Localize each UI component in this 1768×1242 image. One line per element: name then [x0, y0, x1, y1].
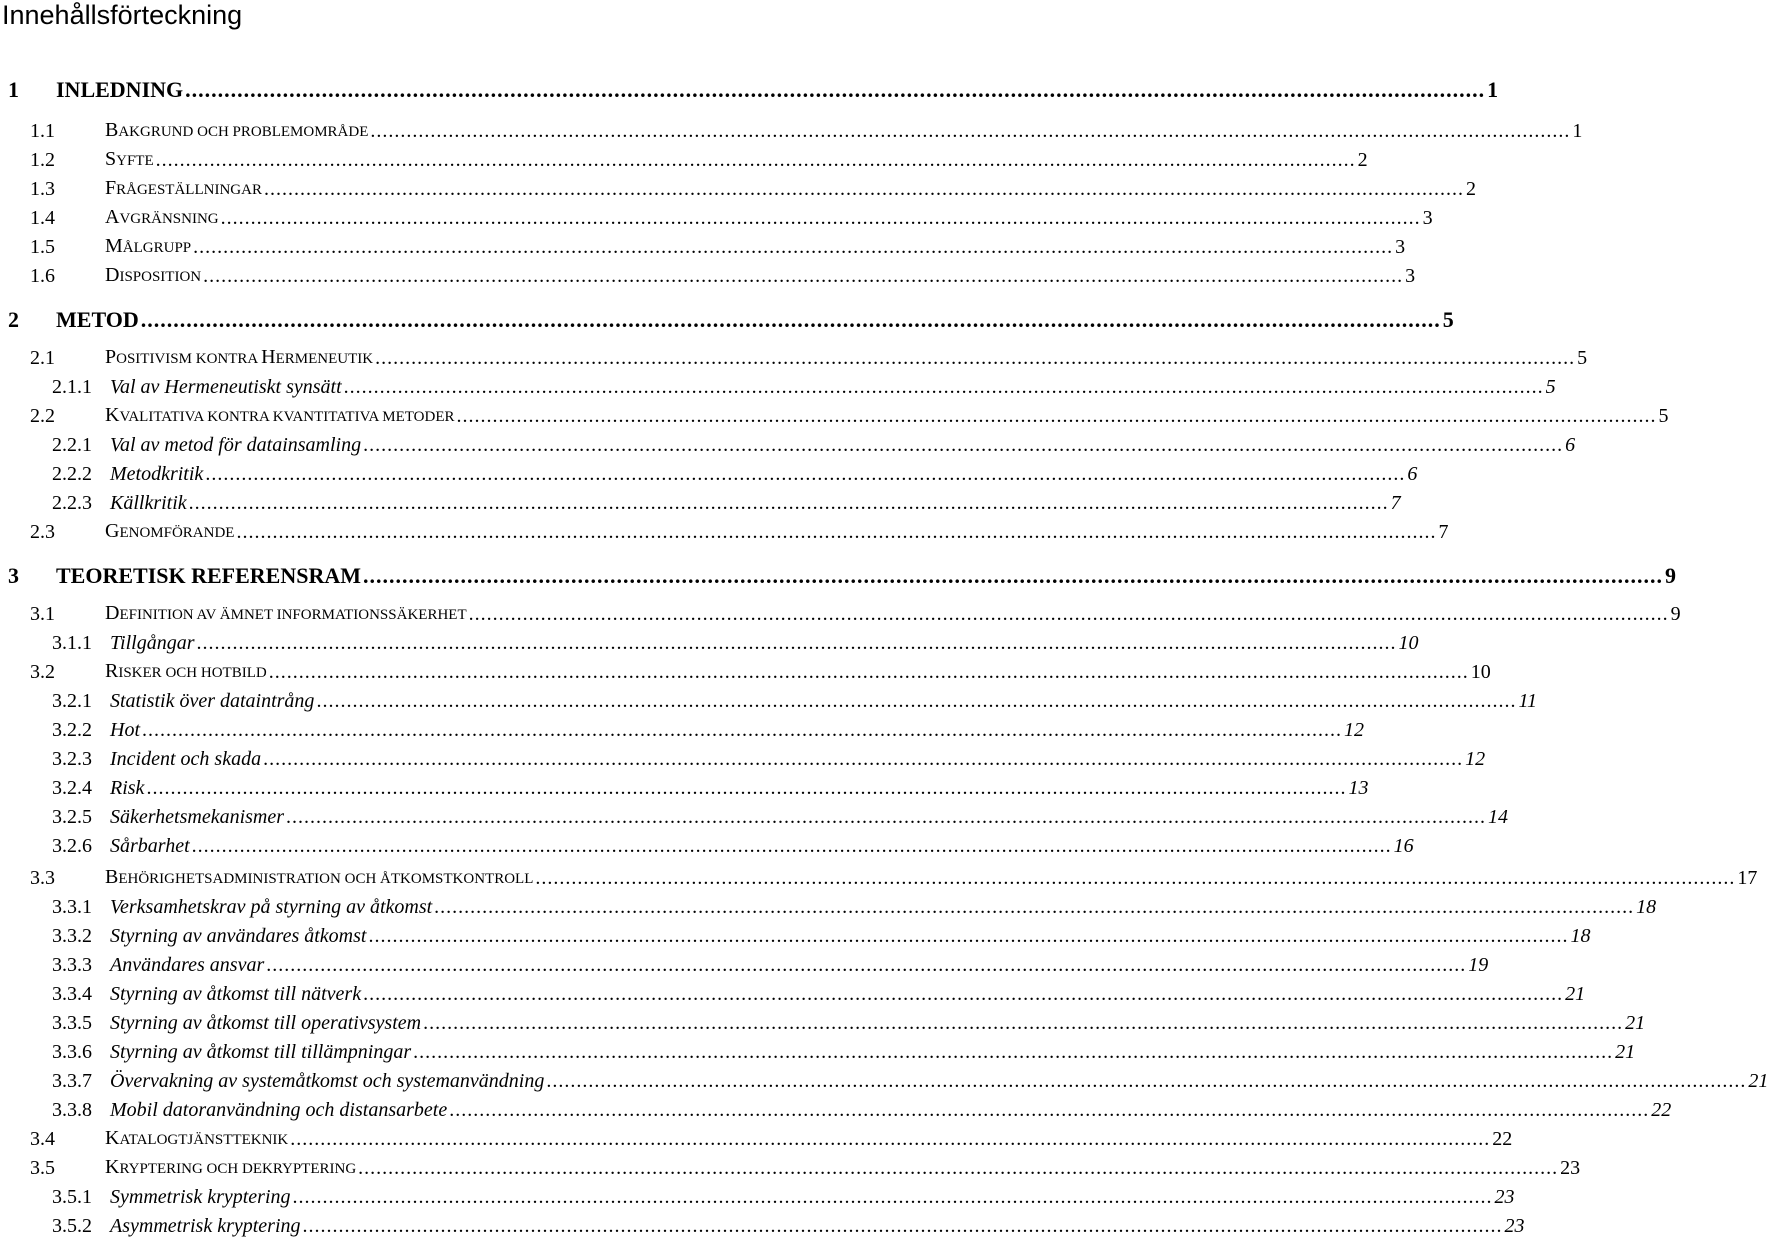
- toc-leader-dots: ........................................................................................................................................................................................................: [236, 521, 1437, 543]
- toc-entry-title: Symmetrisk kryptering: [110, 1182, 293, 1212]
- toc-entry-title: Styrning av åtkomst till nätverk: [110, 979, 363, 1009]
- toc-entry-page: 21: [1565, 983, 1586, 1005]
- toc-entry-page: 12: [1465, 748, 1486, 770]
- toc-leader-dots: ........................................................................................................................................................................................................: [146, 777, 1347, 799]
- toc-entry-number: 3.2: [30, 661, 55, 683]
- toc-entry-title: Metodkritik: [110, 459, 205, 489]
- toc-entry-page: 18: [1570, 925, 1591, 947]
- toc-entry-number: 2: [8, 307, 19, 332]
- toc-entry-title: Användares ansvar: [110, 950, 266, 980]
- toc-entry-title: SYFTE: [105, 144, 156, 176]
- toc-entry-title: GENOMFÖRANDE: [105, 516, 236, 548]
- toc-entry[interactable]: [0, 232, 1406, 262]
- toc-entry-page: 13: [1348, 777, 1369, 799]
- toc-entry[interactable]: [0, 628, 1419, 658]
- toc-entry-number: 3.3.2: [52, 925, 92, 947]
- toc-entry-number: 3.3.7: [52, 1070, 92, 1092]
- toc-entry-number: 3.3.4: [52, 983, 92, 1005]
- toc-leader-dots: ........................................................................................................................................................................................................: [266, 954, 1467, 976]
- toc-entry-page: 9: [1670, 603, 1681, 625]
- toc-entry-page: 3: [1405, 265, 1416, 287]
- toc-entry[interactable]: [0, 921, 1591, 951]
- toc-entry-number: 1.5: [30, 236, 55, 258]
- toc-entry[interactable]: [0, 831, 1414, 861]
- toc-entry[interactable]: [0, 599, 1681, 629]
- toc-entry-title: DEFINITION AV ÄMNET INFORMATIONSSÄKERHET: [105, 598, 469, 630]
- toc-entry[interactable]: [0, 1066, 1768, 1096]
- toc-entry[interactable]: [0, 657, 1491, 687]
- toc-entry[interactable]: [0, 744, 1486, 774]
- toc-leader-dots: ........................................................................................................................................................................................................: [292, 1186, 1493, 1208]
- toc-leader-dots: ........................................................................................................................................................................................................: [423, 1012, 1624, 1034]
- toc-entry-page: 14: [1488, 806, 1509, 828]
- toc-leader-dots: ........................................................................................................................................................................................................: [193, 236, 1394, 258]
- toc-entry-page: 3: [1395, 236, 1406, 258]
- toc-entry-number: 3.3: [30, 867, 55, 889]
- toc-entry-number: 2.1.1: [52, 376, 92, 398]
- toc-leader-dots: ........................................................................................................................................................................................................: [363, 434, 1564, 456]
- toc-leader-dots: ........................................................................................................................................................................................................: [535, 867, 1736, 889]
- toc-entry-title: Övervakning av systemåtkomst och systemanvändning: [110, 1066, 546, 1096]
- page-title: Innehållsförteckning: [2, 0, 243, 30]
- toc-entry-title: TEORETISK REFERENSRAM: [56, 561, 363, 591]
- toc-entry-page: 7: [1390, 492, 1401, 514]
- toc-leader-dots: ........................................................................................................................................................................................................: [155, 149, 1356, 171]
- toc-entry-page: 16: [1393, 835, 1414, 857]
- toc-entry-title: Val av metod för datainsamling: [110, 430, 363, 460]
- toc-entry[interactable]: [0, 488, 1401, 518]
- toc-leader-dots: ........................................................................................................................................................................................................: [220, 207, 1421, 229]
- toc-entry-title: Verksamhetskrav på styrning av åtkomst: [110, 892, 434, 922]
- toc-entry-title: POSITIVISM KONTRA HERMENEUTIK: [105, 342, 375, 374]
- toc-entry-page: 6: [1565, 434, 1576, 456]
- toc-leader-dots: ........................................................................................................................................................................................................: [188, 492, 1389, 514]
- toc-entry-title: MÅLGRUPP: [105, 231, 193, 263]
- toc-entry-number: 3: [8, 563, 19, 588]
- toc-entry-title: Styrning av åtkomst till tillämpningar: [110, 1037, 413, 1067]
- toc-entry-number: 2.2: [30, 405, 55, 427]
- toc-leader-dots: ........................................................................................................................................................................................................: [191, 835, 1392, 857]
- toc-entry-number: 3.1.1: [52, 632, 92, 654]
- toc-entry[interactable]: [0, 1037, 1636, 1067]
- toc-leader-dots: ........................................................................................................................................................................................................: [358, 1157, 1559, 1179]
- toc-leader-dots: ........................................................................................................................................................................................................: [286, 806, 1487, 828]
- toc-entry-number: 3.3.6: [52, 1041, 92, 1063]
- toc-entry-number: 1.1: [30, 120, 55, 142]
- toc-entry[interactable]: [0, 203, 1433, 233]
- toc-entry-number: 3.2.6: [52, 835, 92, 857]
- toc-entry[interactable]: [0, 459, 1418, 489]
- toc-entry-page: 17: [1737, 867, 1758, 889]
- toc-entry[interactable]: [0, 561, 1677, 591]
- toc-entry-page: 2: [1465, 178, 1476, 200]
- toc-leader-dots: ........................................................................................................................................................................................................: [434, 896, 1635, 918]
- toc-entry[interactable]: [0, 686, 1537, 716]
- toc-entry-page: 21: [1625, 1012, 1646, 1034]
- toc-entry[interactable]: [0, 305, 1454, 335]
- toc-entry[interactable]: [0, 715, 1364, 745]
- toc-entry[interactable]: [0, 773, 1369, 803]
- toc-entry-title: DISPOSITION: [105, 260, 203, 292]
- toc-entry-title: Incident och skada: [110, 744, 263, 774]
- toc-leader-dots: ........................................................................................................................................................................................................: [413, 1041, 1614, 1063]
- toc-entry-number: 3.5: [30, 1157, 55, 1179]
- toc-entry-number: 3.1: [30, 603, 55, 625]
- toc-entry-title: Styrning av användares åtkomst: [110, 921, 368, 951]
- toc-entry[interactable]: [0, 1124, 1513, 1154]
- toc-entry-number: 3.3.8: [52, 1099, 92, 1121]
- toc-leader-dots: ........................................................................................................................................................................................................: [263, 178, 1464, 200]
- toc-entry-number: 3.3.5: [52, 1012, 92, 1034]
- toc-entry-title: Mobil datoranvändning och distansarbete: [110, 1095, 449, 1125]
- toc-entry[interactable]: [0, 401, 1669, 431]
- toc-entry-title: Val av Hermeneutiskt synsätt: [110, 372, 344, 402]
- toc-leader-dots: ........................................................................................................................................................................................................: [302, 1215, 1503, 1237]
- toc-entry[interactable]: [0, 950, 1489, 980]
- toc-entry-title: Risk: [110, 773, 146, 803]
- toc-entry[interactable]: [0, 1182, 1515, 1212]
- toc-entry-title: Tillgångar: [110, 628, 196, 658]
- toc-entry-number: 2.1: [30, 347, 55, 369]
- toc-entry-page: 1: [1487, 77, 1499, 102]
- toc-entry-page: 21: [1615, 1041, 1636, 1063]
- toc-entry-title: BAKGRUND OCH PROBLEMOMRÅDE: [105, 115, 370, 147]
- toc-entry[interactable]: [0, 145, 1368, 175]
- toc-entry-title: KVALITATIVA KONTRA KVANTITATIVA METODER: [105, 400, 456, 432]
- toc-entry[interactable]: [0, 979, 1586, 1009]
- toc-entry-number: 3.4: [30, 1128, 55, 1150]
- toc-leader-dots: ........................................................................................................................................................................................................: [546, 1070, 1747, 1092]
- toc-entry[interactable]: [0, 261, 1416, 291]
- toc-entry-number: 1.6: [30, 265, 55, 287]
- toc-leader-dots: ........................................................................................................................................................................................................: [203, 265, 1404, 287]
- toc-entry-page: 23: [1504, 1215, 1525, 1237]
- toc-entry-page: 23: [1560, 1157, 1581, 1179]
- toc-leader-dots: ........................................................................................................................................................................................................: [268, 661, 1469, 683]
- toc-entry[interactable]: [0, 430, 1576, 460]
- toc-entry-title: RISKER OCH HOTBILD: [105, 656, 269, 688]
- toc-entry-number: 2.3: [30, 521, 55, 543]
- toc-entry-number: 2.2.1: [52, 434, 92, 456]
- toc-entry-number: 1.4: [30, 207, 55, 229]
- toc-entry[interactable]: [0, 343, 1588, 373]
- toc-entry-page: 10: [1470, 661, 1491, 683]
- toc-leader-dots: ........................................................................................................................................................................................................: [363, 983, 1564, 1005]
- toc-entry-title: INLEDNING: [56, 75, 185, 105]
- toc-entry[interactable]: [0, 892, 1657, 922]
- toc-entry-number: 3.2.1: [52, 690, 92, 712]
- toc-entry-number: 3.2.5: [52, 806, 92, 828]
- toc-entry-page: 5: [1545, 376, 1556, 398]
- toc-entry-title: AVGRÄNSNING: [105, 202, 221, 234]
- toc-entry-page: 9: [1665, 563, 1677, 588]
- toc-entry-page: 12: [1344, 719, 1364, 741]
- toc-leader-dots: ........................................................................................................................................................................................................: [368, 925, 1569, 947]
- toc-entry-number: 2.2.2: [52, 463, 92, 485]
- toc-entry-number: 3.2.3: [52, 748, 92, 770]
- toc-entry-page: 11: [1518, 690, 1537, 712]
- toc-entry-title: BEHÖRIGHETSADMINISTRATION OCH ÅTKOMSTKONTROLL: [105, 862, 535, 894]
- toc-entry-title: Hot: [110, 715, 142, 745]
- toc-entry-number: 2.2.3: [52, 492, 92, 514]
- toc-entry-number: 1.3: [30, 178, 55, 200]
- toc-entry-title: FRÅGESTÄLLNINGAR: [105, 173, 264, 205]
- toc-entry[interactable]: [0, 75, 1499, 105]
- toc-entry-number: 3.3.1: [52, 896, 92, 918]
- toc-entry-page: 5: [1658, 405, 1669, 427]
- toc-entry-page: 22: [1651, 1099, 1672, 1121]
- toc-entry-page: 18: [1636, 896, 1657, 918]
- toc-entry-title: Styrning av åtkomst till operativsystem: [110, 1008, 423, 1038]
- toc-entry-page: 1: [1572, 120, 1583, 142]
- toc-entry-page: 5: [1577, 347, 1588, 369]
- toc-entry-number: 3.5.1: [52, 1186, 92, 1208]
- toc-entry-title: Källkritik: [110, 488, 189, 518]
- toc-entry[interactable]: [0, 863, 1758, 893]
- toc-entry-page: 6: [1407, 463, 1418, 485]
- toc-leader-dots: ........................................................................................................................................................................................................: [140, 307, 1441, 332]
- toc-entry-page: 22: [1492, 1128, 1513, 1150]
- toc-entry-number: 1: [8, 77, 19, 102]
- toc-entry-page: 21: [1748, 1070, 1768, 1092]
- toc-leader-dots: ........................................................................................................................................................................................................: [263, 748, 1464, 770]
- toc-entry[interactable]: [0, 1008, 1646, 1038]
- toc-leader-dots: ........................................................................................................................................................................................................: [363, 563, 1664, 588]
- toc-entry-number: 3.2.4: [52, 777, 92, 799]
- toc-entry[interactable]: [0, 1095, 1672, 1125]
- toc-entry[interactable]: [0, 372, 1556, 402]
- toc-entry-page: 23: [1494, 1186, 1515, 1208]
- toc-entry-title: Sårbarhet: [110, 831, 192, 861]
- toc-entry[interactable]: [0, 174, 1476, 204]
- toc-entry-page: 5: [1442, 307, 1454, 332]
- toc-entry-number: 3.3.3: [52, 954, 92, 976]
- toc-leader-dots: ........................................................................................................................................................................................................: [456, 405, 1657, 427]
- toc-entry-page: 3: [1422, 207, 1433, 229]
- toc-entry-number: 3.5.2: [52, 1215, 92, 1237]
- toc-entry-title: KATALOGTJÄNSTTEKNIK: [105, 1123, 290, 1155]
- toc-leader-dots: ........................................................................................................................................................................................................: [370, 120, 1571, 142]
- toc-entry[interactable]: [0, 517, 1449, 547]
- toc-leader-dots: ........................................................................................................................................................................................................: [290, 1128, 1491, 1150]
- toc-entry-title: KRYPTERING OCH DEKRYPTERING: [105, 1152, 358, 1184]
- toc-entry[interactable]: [0, 1211, 1525, 1241]
- toc-entry-page: 7: [1438, 521, 1449, 543]
- toc-leader-dots: ........................................................................................................................................................................................................: [343, 376, 1544, 398]
- toc-entry-number: 3.2.2: [52, 719, 92, 741]
- toc-entry-page: 10: [1398, 632, 1419, 654]
- toc-entry-title: Säkerhetsmekanismer: [110, 802, 286, 832]
- toc-leader-dots: ........................................................................................................................................................................................................: [196, 632, 1397, 654]
- toc-entry-number: 1.2: [30, 149, 55, 171]
- toc-entry-title: Asymmetrisk kryptering: [110, 1211, 303, 1241]
- toc-leader-dots: ........................................................................................................................................................................................................: [185, 77, 1486, 102]
- toc-leader-dots: ........................................................................................................................................................................................................: [205, 463, 1406, 485]
- toc-entry-title: METOD: [56, 305, 141, 335]
- toc-entry-page: 2: [1357, 149, 1368, 171]
- toc-entry-page: 19: [1468, 954, 1489, 976]
- toc-entry[interactable]: [0, 116, 1583, 146]
- toc-entry[interactable]: [0, 1153, 1581, 1183]
- toc-leader-dots: ........................................................................................................................................................................................................: [316, 690, 1517, 712]
- toc-leader-dots: ........................................................................................................................................................................................................: [142, 719, 1342, 741]
- toc-entry[interactable]: [0, 802, 1509, 832]
- toc-leader-dots: ........................................................................................................................................................................................................: [468, 603, 1669, 625]
- toc-entry-title: Statistik över dataintrång: [110, 686, 316, 716]
- toc-leader-dots: ........................................................................................................................................................................................................: [375, 347, 1576, 369]
- toc-leader-dots: ........................................................................................................................................................................................................: [449, 1099, 1650, 1121]
